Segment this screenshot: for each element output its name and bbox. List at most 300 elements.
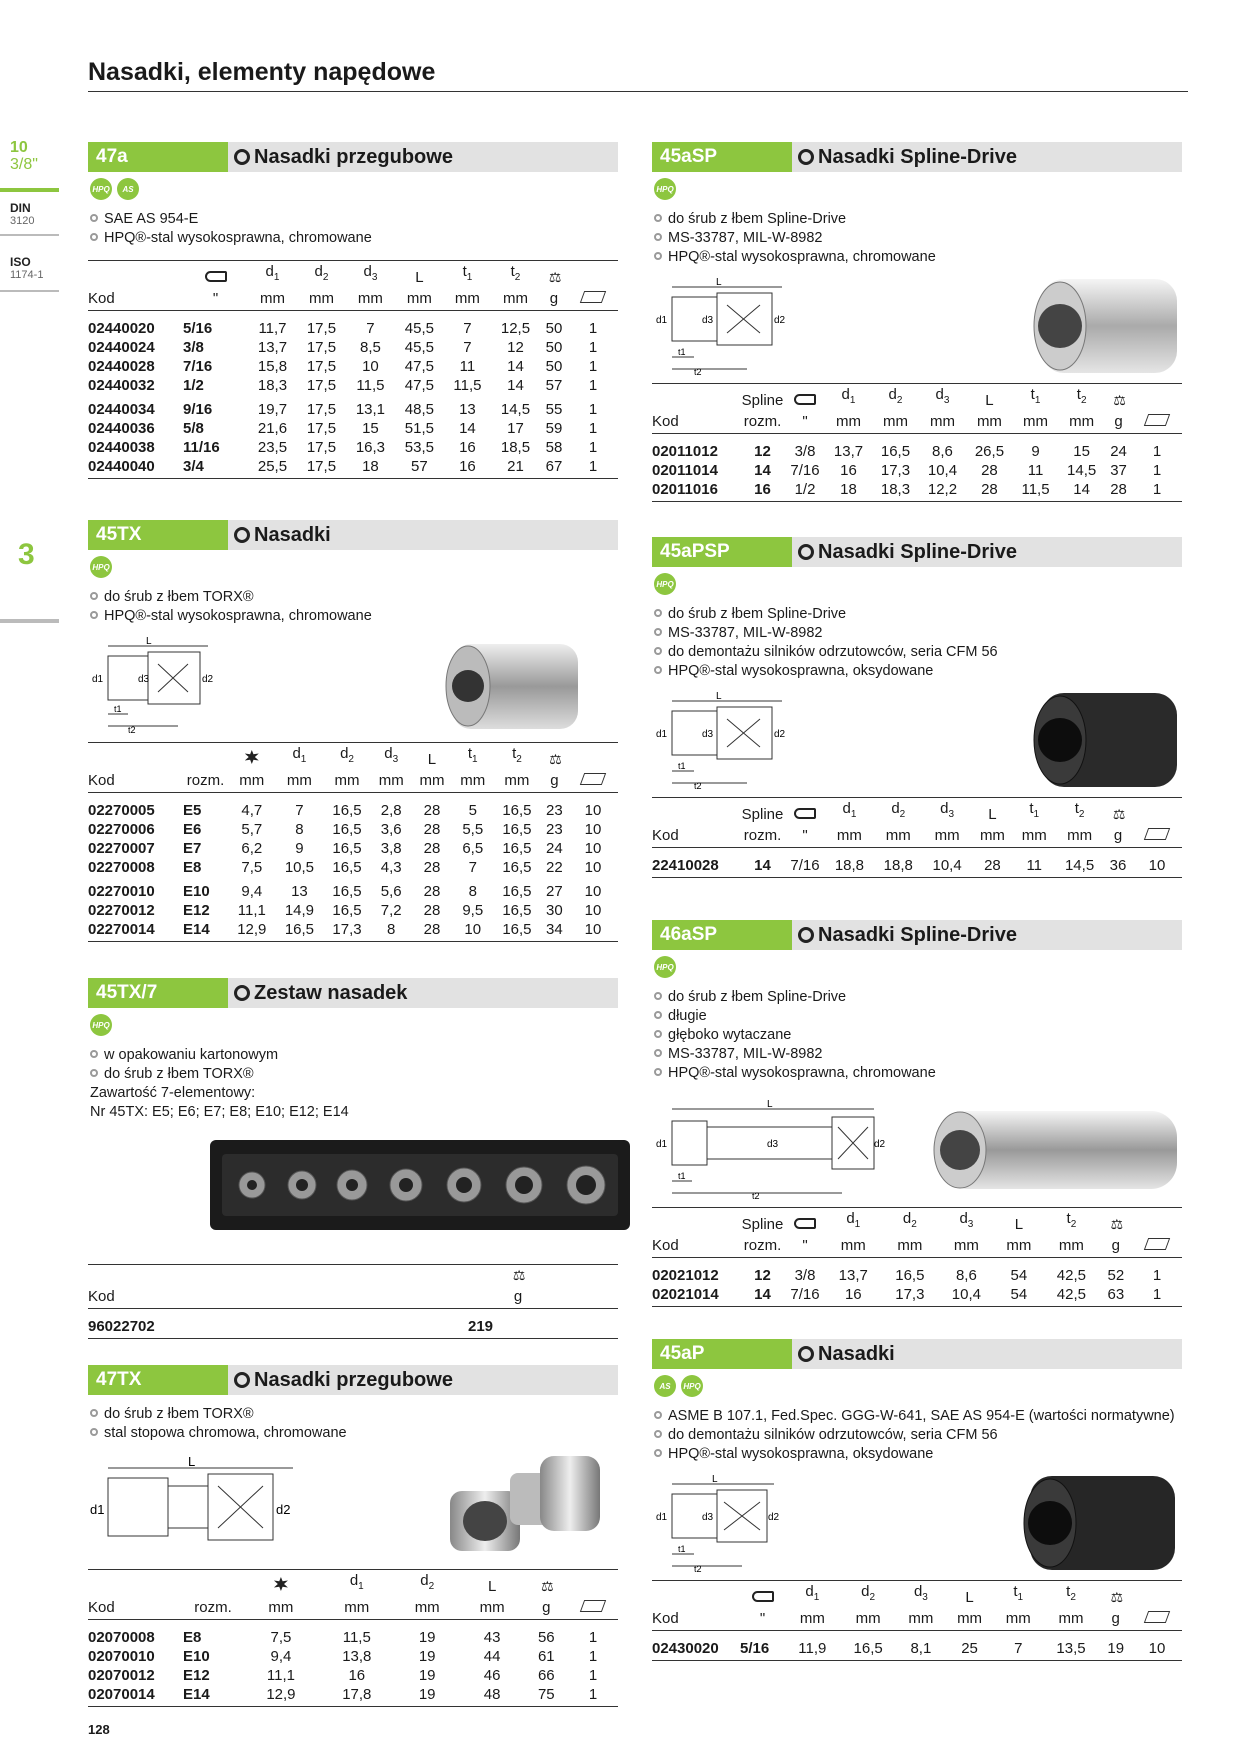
table-cell: 7 [366,320,375,337]
col-d3: $d_3$ [371,743,412,771]
section-title: Nasadki przegubowe [254,1368,453,1391]
col-d1: $d_1$ [276,743,324,771]
col-unit: mm [923,825,972,848]
spanner-icon [205,271,227,282]
col-unit: mm [395,1597,460,1620]
scale-icon: ⚖ [512,1267,524,1283]
torx-icon [274,1577,288,1591]
table-cell: 7/16 [785,848,825,878]
table-cell: 11/16 [183,439,220,456]
col-d1: $d_1$ [319,1570,395,1598]
col-L: L [412,743,453,771]
socket-photo [1022,275,1182,375]
item-code: 02440040 [88,457,183,479]
col-unit: mm [493,770,541,793]
table-cell: 18,3 [257,377,288,394]
package-icon [580,291,606,303]
table-cell: 1/2 [183,377,204,394]
table-cell: 27 [546,883,563,900]
table-cell: 7/16 [183,358,213,375]
table-cell: 3/8 [794,1267,816,1284]
col-unit: mm [1055,825,1104,848]
table-row [88,395,618,419]
table-cell: 47,5 [404,377,434,394]
table-cell: 10 [584,802,602,819]
ring-icon [234,149,250,165]
table-cell: E12 [183,902,210,919]
table-cell: 19 [418,1648,436,1665]
sidebar-rule [0,234,59,236]
section-47a [88,142,618,479]
table-cell: 11,7 [258,320,287,337]
bullet: HPQ®-stal wysokosprawna, oksydowane [654,1445,1182,1464]
table-row [652,461,1182,480]
col-unit: Kod [88,1597,183,1620]
table-cell: 46 [483,1667,501,1684]
table-cell: 16,5 [493,920,541,942]
table-cell: 10 [1132,848,1182,878]
col-unit: mm [395,288,444,311]
table-cell: 21,6 [257,420,288,437]
section-title: Nasadki [254,523,331,546]
bullet: HPQ®-stal wysokosprawna, chromowane [654,1064,1182,1083]
table-cell: 43 [483,1629,501,1646]
socket-drawing [652,1472,782,1572]
table-cell: 54 [995,1285,1043,1307]
table-cell: E8 [183,859,202,876]
section-45ap [652,1339,1182,1661]
table-row [652,848,1182,878]
table-cell: 8 [295,821,304,838]
table-cell: 5,7 [241,821,263,838]
product-code: 45TX/7 [88,978,228,1008]
contents-text: Zawartość 7-elementowy: [90,1085,256,1101]
table-row [652,1631,1182,1661]
scale-icon: ⚖ [1110,1216,1122,1232]
table-cell: 30 [546,902,563,919]
table-cell: 13 [459,401,476,418]
table-row [652,434,1182,462]
svg-text:t1: t1 [678,1544,686,1554]
svg-text:t1: t1 [678,347,686,357]
table-cell: 7 [463,320,472,337]
col-d3: $d_3$ [346,261,395,289]
table-cell: 52 [1107,1267,1125,1284]
col-L: L [972,798,1014,826]
table-cell: 5/16 [740,1631,785,1661]
product-code: 45aP [652,1339,792,1369]
table-cell: 1 [1152,1267,1162,1284]
col-t1: $t_1$ [1013,798,1055,826]
table-cell: 13 [291,883,308,900]
table-cell: 13,7 [257,339,288,356]
table-cell: 4,3 [380,859,402,876]
item-code: 02440028 [88,358,155,375]
col-d2: $d_2$ [874,798,923,826]
col-d2: $d_2$ [872,384,919,412]
table-cell: 10 [584,902,602,919]
table-row [88,457,618,479]
spec-table [88,742,618,942]
section-header [652,142,1182,172]
section-title: Nasadki [818,1342,895,1365]
table-cell: 9,4 [241,883,263,900]
table-cell: E14 [183,920,228,942]
table-cell: 1 [588,377,598,394]
section-47tx [88,1365,618,1707]
col-unit: mm [882,1235,939,1258]
table-cell: 14,5 [500,401,531,418]
col-unit: " [785,1235,825,1258]
table-cell: 1 [568,1685,618,1707]
as-badge-icon: AS [117,178,139,200]
ring-icon [234,527,250,543]
as-badge-icon: AS [654,1375,676,1397]
svg-text:d2: d2 [774,315,786,326]
table-cell: 14 [507,358,524,375]
socket-photo [922,1099,1182,1199]
hpq-badge-icon: HPQ [654,573,676,595]
table-cell: 12,9 [228,920,276,942]
col-unit: mm [897,1608,946,1631]
table-cell: 28 [423,821,441,838]
package-icon [1144,1238,1170,1250]
table-cell: 25 [945,1631,994,1661]
bullet: długie [654,1007,1182,1026]
table-cell: 9 [1031,443,1040,460]
table-cell: 14,5 [1055,848,1104,878]
col-unit: " [740,1608,785,1631]
table-cell: 28 [423,859,441,876]
table-row [652,1258,1182,1286]
table-cell: 28 [412,920,453,942]
bullet: MS-33787, MIL-W-8982 [654,229,1182,248]
spec-table [652,1207,1182,1307]
svg-text:d3: d3 [767,1139,779,1150]
package-icon [580,773,606,785]
col-unit: rozm. [740,825,785,848]
product-code: 45aPSP [652,537,792,567]
col-d2: $d_2$ [297,261,346,289]
table-cell: 11,9 [785,1631,840,1661]
svg-text:d1: d1 [92,674,104,685]
table-cell: 1 [588,339,598,356]
svg-text:t2: t2 [694,1564,702,1574]
svg-text:L: L [716,277,722,288]
spanner-icon [794,394,816,405]
table-row [88,376,618,395]
size-b: 3/8" [10,156,38,173]
bullet: SAE AS 954-E [90,210,618,229]
iso-label: ISO [10,255,31,269]
table-cell: 18 [346,457,395,479]
section-45asp [652,142,1182,502]
table-cell: 5,6 [380,883,402,900]
item-code: 02270014 [88,920,183,942]
table-cell: E14 [183,1685,243,1707]
col-unit: rozm. [740,411,785,434]
col-unit: g [1105,411,1132,434]
table-row [88,1309,618,1339]
table-cell: 13,1 [355,401,386,418]
table-cell: 23 [546,802,563,819]
table-row [88,793,618,821]
col-t1: $t_1$ [452,743,493,771]
table-cell: 28 [423,840,441,857]
table-cell: 42,5 [1043,1285,1100,1307]
table-cell: 45,5 [404,320,434,337]
col-unit: mm [228,770,276,793]
table-cell: 66 [537,1667,555,1684]
col-unit: mm [243,1597,319,1620]
col-d1: $d_1$ [785,1581,840,1609]
scale-icon: ⚖ [1110,1589,1121,1605]
bullet: MS-33787, MIL-W-8982 [654,1045,1182,1064]
sidebar-rule [0,290,59,292]
col-unit: " [785,825,825,848]
table-cell: 16,5 [332,840,362,857]
section-46asp [652,920,1182,1307]
item-code: 02440020 [88,320,155,337]
table-cell: 16,5 [895,1267,925,1284]
table-cell: 16,5 [502,802,532,819]
socket-photo [1010,1472,1180,1572]
bullet: HPQ®-stal wysokosprawna, oksydowane [654,662,1182,681]
section-45tx [88,520,618,942]
table-cell: 9,5 [462,902,484,919]
col-unit: " [785,411,825,434]
bullet: do śrub z łbem TORX® [90,1405,618,1424]
table-cell: 53,5 [404,439,434,456]
table-cell: 16,5 [332,902,362,919]
table-cell: 24 [546,840,563,857]
bullet: do demontażu silników odrzutowców, seria CFM 56 [654,1426,1182,1445]
package-icon [1144,414,1170,426]
col-unit: g [541,770,568,793]
table-cell: 16,5 [332,821,362,838]
svg-text:t1: t1 [678,1171,686,1181]
col-unit: mm [452,770,493,793]
item-code: 02270012 [88,902,155,919]
table-cell: 28 [423,883,441,900]
col-unit: mm [825,411,872,434]
svg-text:d2: d2 [202,674,214,685]
table-cell: 50 [545,358,563,375]
col-spline: Spline [740,1208,785,1236]
table-cell: 11 [1013,848,1055,878]
table-cell: 51,5 [404,420,434,437]
table-cell: 3,8 [380,840,402,857]
hpq-badge-icon: HPQ [681,1375,703,1397]
table-cell: 8,6 [955,1267,977,1284]
table-row [652,1285,1182,1307]
table-cell: 5/16 [183,320,213,337]
package-icon [1144,828,1170,840]
col-unit: mm [919,411,966,434]
col-L: L [995,1208,1043,1236]
table-cell: 10,5 [284,859,315,876]
item-code: 02440034 [88,401,155,418]
col-unit: Kod [88,1286,468,1309]
table-cell: 5,5 [462,821,484,838]
svg-text:t2: t2 [694,781,702,791]
table-cell: 8,1 [897,1631,946,1661]
svg-text:t1: t1 [678,761,686,771]
spanner-icon [752,1591,774,1602]
table-cell: 7,5 [241,859,263,876]
item-code: 96022702 [88,1309,468,1339]
table-cell: 11 [1027,462,1044,479]
item-code: 02021012 [652,1267,719,1284]
hpq-badge-icon: HPQ [654,178,676,200]
bullet: głęboko wytaczane [654,1026,1182,1045]
svg-text:L: L [767,1099,773,1110]
bullet: do śrub z łbem TORX® [90,588,618,607]
col-unit: rozm. [740,1235,785,1258]
table-cell: 17,5 [306,377,337,394]
table-cell: 26,5 [974,443,1005,460]
item-code: 02270010 [88,883,155,900]
joint-photo [440,1451,610,1561]
product-code: 46aSP [652,920,792,950]
table-row [88,438,618,457]
table-cell: 12,2 [919,480,966,502]
item-code: 02011014 [652,462,718,479]
col-unit: Kod [652,411,740,434]
table-row [88,877,618,901]
product-code: 45TX [88,520,228,550]
col-d2: $d_2$ [882,1208,939,1236]
section-45apsp [652,537,1182,878]
page-number: 128 [88,1722,110,1737]
col-unit: mm [444,288,491,311]
item-code: 02270006 [88,821,155,838]
item-code: 02440038 [88,439,155,456]
table-cell: E7 [183,840,202,857]
col-unit: mm [785,1608,840,1631]
col-unit: rozm. [183,1597,243,1620]
table-cell: 16,5 [502,859,532,876]
table-cell: 7,5 [270,1629,292,1646]
table-cell: 50 [545,320,563,337]
bullet: do demontażu silników odrzutowców, seria CFM 56 [654,643,1182,662]
table-cell: 17,8 [319,1685,395,1707]
table-cell: 10 [568,920,618,942]
table-cell: 17 [507,420,524,437]
spec-table [652,383,1182,502]
spec-table [88,1264,618,1339]
table-cell: 7 [295,802,304,819]
bullet: do śrub z łbem TORX® [90,1065,618,1084]
socket-set-photo [210,1140,630,1230]
table-cell: 16 [825,1285,882,1307]
table-cell: E12 [183,1667,210,1684]
table-cell: 1 [588,320,598,337]
table-cell: 23,5 [257,439,288,456]
svg-text:L: L [712,1474,718,1485]
table-cell: 1 [588,1667,598,1684]
col-unit: mm [1043,1235,1100,1258]
item-code: 02270007 [88,840,155,857]
col-d3: $d_3$ [919,384,966,412]
hpq-badge-icon: HPQ [90,1014,112,1036]
hpq-badge-icon: HPQ [90,178,112,200]
col-t2: $t_2$ [493,743,541,771]
table-cell: 15 [1073,443,1090,460]
table-cell: 18,5 [500,439,531,456]
col-unit: mm [995,1235,1043,1258]
col-d1: $d_1$ [825,384,872,412]
table-cell: 17,5 [306,320,337,337]
col-unit: g [1099,1608,1132,1631]
table-cell: 1 [568,457,618,479]
bullet: HPQ®-stal wysokosprawna, chromowane [90,607,618,626]
table-cell: 7 [468,859,477,876]
table-cell: 11,5 [356,377,385,394]
table-cell: 17,5 [306,358,337,375]
table-cell: 1 [1152,443,1162,460]
table-cell: 75 [525,1685,568,1707]
section-header [652,1339,1182,1369]
table-cell: 8,5 [359,339,381,356]
din-label: DIN [10,201,31,215]
ring-icon [798,149,814,165]
table-cell: 10 [584,821,602,838]
col-L: L [460,1570,525,1598]
table-row [88,920,618,942]
table-cell: 56 [537,1629,555,1646]
scale-icon: ⚖ [541,1578,552,1594]
table-cell: 17,5 [306,339,337,356]
table-row [88,858,618,877]
col-unit: rozm. [183,770,228,793]
table-row [88,338,618,357]
table-cell: 17,5 [297,457,346,479]
svg-text:d2: d2 [768,1512,780,1523]
table-cell: 17,5 [306,439,337,456]
table-cell: 10 [584,859,602,876]
item-code: 02070014 [88,1685,183,1707]
table-cell: 24 [1110,443,1127,460]
spec-table [88,1569,618,1707]
section-header [88,978,618,1008]
table-cell: 3/8 [794,443,816,460]
spec-table [652,797,1182,878]
item-code: 02440036 [88,420,155,437]
item-code: 02021014 [652,1285,740,1307]
col-t2: $t_2$ [1043,1208,1100,1236]
item-code: 02430020 [652,1631,740,1661]
col-unit: mm [825,1235,882,1258]
table-cell: 15,8 [257,358,288,375]
table-cell: 28 [423,802,441,819]
table-row [88,820,618,839]
col-unit: mm [945,1608,994,1631]
table-cell: 61 [537,1648,555,1665]
col-t2: $t_2$ [1043,1581,1100,1609]
table-cell: 10 [584,840,602,857]
col-unit: Kod [652,1235,740,1258]
table-cell: 14 [1058,480,1105,502]
col-d1: $d_1$ [825,798,874,826]
table-cell: 16 [348,1667,366,1684]
ring-icon [234,1372,250,1388]
col-spline: Spline [740,798,785,826]
table-cell: 3/4 [183,457,248,479]
table-cell: 14,5 [1067,462,1097,479]
item-code: 02011012 [652,443,718,460]
table-cell: 48,5 [404,401,434,418]
